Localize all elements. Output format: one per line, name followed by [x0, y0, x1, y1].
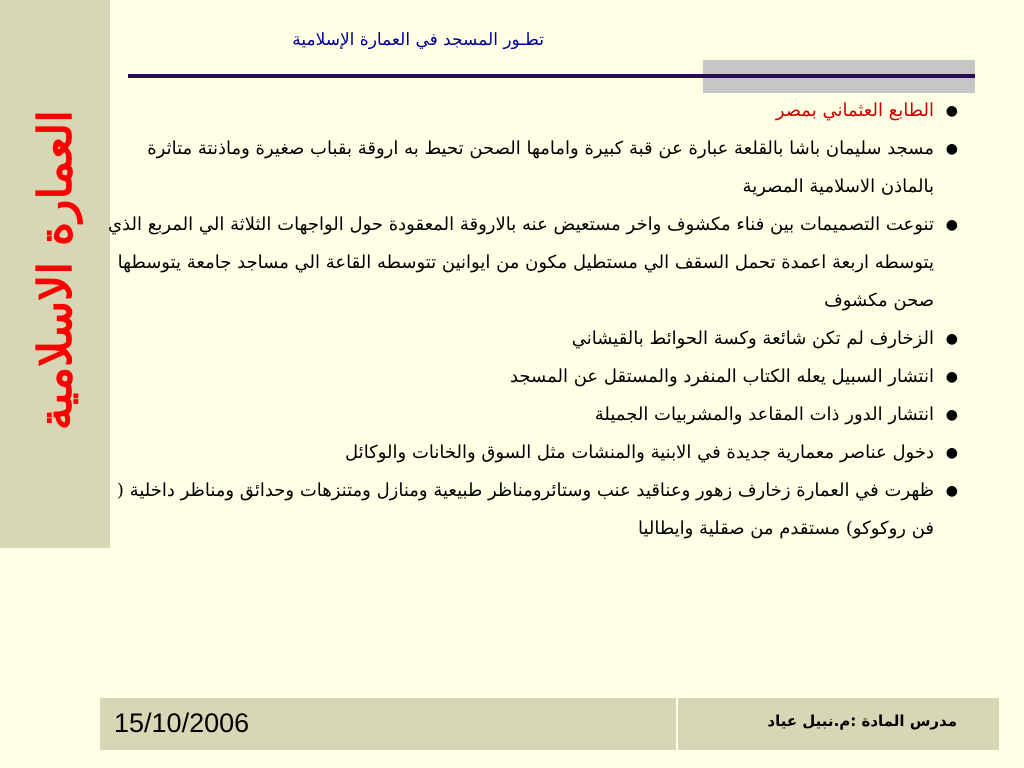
- bullet-item: [92, 434, 964, 472]
- bullet-item: [92, 92, 964, 130]
- footer-date: 15/10/2006: [114, 708, 250, 738]
- bullet-text: دخول عناصر معمارية جديدة في الابنية والمنشات مثل السوق والخانات والوكائل: [345, 442, 934, 463]
- bullet-text: انتشار الدور ذات المقاعد والمشربيات الجميلة: [594, 404, 934, 425]
- bullet-icon: ●: [945, 445, 958, 461]
- bullet-text: مسجد سليمان باشا بالقلعة عبارة عن قبة كبيرة وامامها الصحن تحيط به اروقة بقباب صغيرة وماذنتة متاثرة بالماذن الاسلامية المصرية: [147, 138, 934, 197]
- bullet-item: [92, 320, 964, 358]
- bullet-text: ظهرت في العمارة زخارف زهور وعناقيد عنب وستائرومناظر طبيعية ومنازل ومتنزهات وحدائق ومناظر داخلية ( فن روكوكو) مستقدم من صقلية وايطاليا: [116, 480, 934, 539]
- bullet-icon: ●: [945, 331, 958, 347]
- bullet-icon: ●: [945, 369, 958, 385]
- bullet-item: [92, 130, 964, 206]
- bullet-text: الطابع العثماني بمصر: [775, 100, 934, 121]
- bullet-icon: ●: [945, 407, 958, 423]
- slide-title: تطـور المسجد في العمارة الإسلامية: [292, 30, 544, 50]
- footer-bar: [100, 698, 999, 750]
- header-divider: [128, 74, 975, 78]
- bullet-icon: ●: [945, 103, 958, 119]
- bullet-text: الزخارف لم تكن شائعة وكسة الحوائط بالقيشاني: [571, 328, 934, 349]
- bullet-item: [92, 396, 964, 434]
- footer-date-cell: [100, 698, 670, 750]
- bullet-list: [92, 92, 964, 548]
- bullet-text: تنوعت التصميمات بين فناء مكشوف واخر مستعيض عنه بالاروقة المعقودة حول الواجهات الثلاثة الي المربع الذي يتوسطه اربعة اعمدة تحمل السقف الي مستطيل مكون من ايوانين تتوسطه القاعة الي مساجد جامعة يتوسطها صحن مكشوف: [108, 214, 934, 311]
- bullet-item: [92, 472, 964, 548]
- footer-instructor-cell: [676, 698, 999, 750]
- bullet-icon: ●: [945, 217, 958, 233]
- footer-instructor: مدرس المادة :م.نبيل عياد: [767, 712, 957, 730]
- bullet-item: [92, 358, 964, 396]
- bullet-icon: ●: [945, 483, 958, 499]
- bullet-icon: ●: [945, 141, 958, 157]
- sidebar-title: العمارة الاسلامية: [28, 109, 82, 431]
- bullet-item: [92, 206, 964, 320]
- bullet-text: انتشار السبيل يعله الكتاب المنفرد والمستقل عن المسجد: [509, 366, 934, 387]
